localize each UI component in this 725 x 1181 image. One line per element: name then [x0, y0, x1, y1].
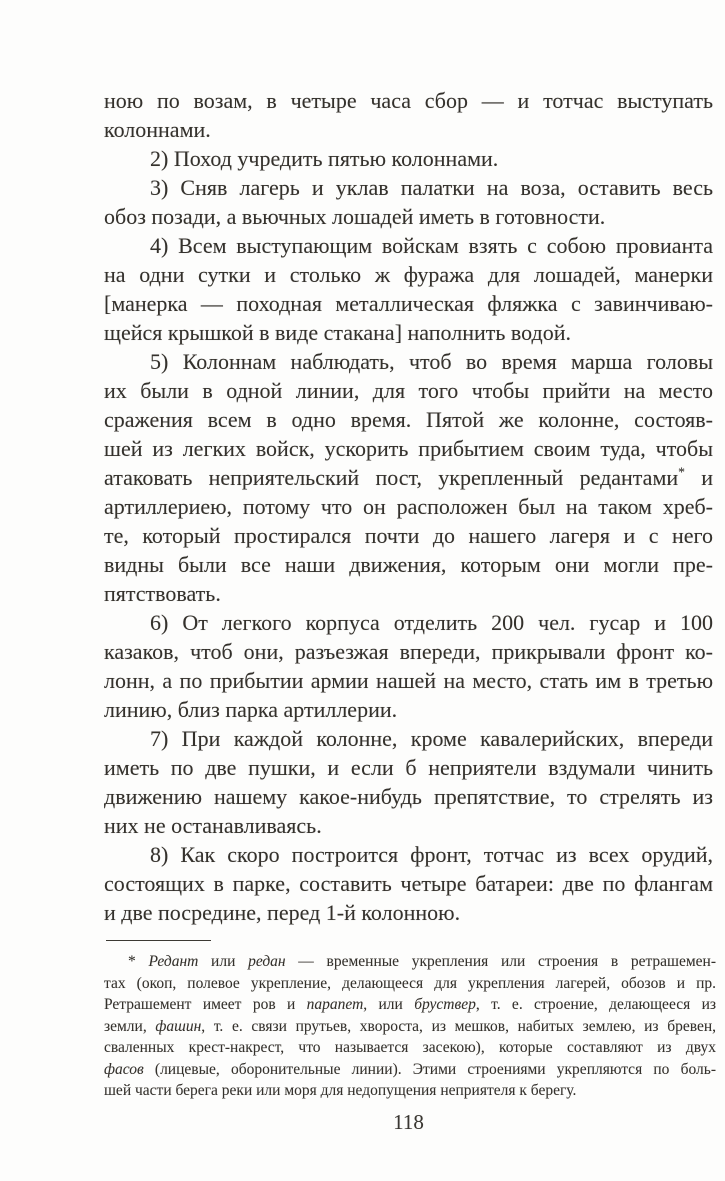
- text-line: и две посредине, перед 1-й колонною.: [104, 900, 461, 925]
- page-number: 118: [393, 1110, 424, 1134]
- paragraph: [104, 840, 713, 927]
- text-line: 4) Всем выступающим войскам взять с собою провианта: [150, 233, 713, 258]
- text-line: них не останавливаясь.: [104, 813, 322, 838]
- text-line: видны были все наши движения, которым они могли пре-: [104, 552, 713, 577]
- paragraph: [104, 173, 713, 231]
- text-line: казаков, чтоб они, разъезжая впереди, прикрывали фронт ко-: [104, 639, 713, 664]
- text-line: 2) Поход учредить пятью колоннами.: [150, 146, 499, 171]
- text-line: лонн, а по прибытии армии нашей на место, стать им в третью: [104, 668, 713, 693]
- footnote-separator: [106, 940, 211, 941]
- text-line: 7) При каждой колонне, кроме кавалерийских, впереди: [150, 726, 713, 751]
- text-line: иметь по две пушки, и если б неприятели вздумали чинить: [104, 755, 713, 780]
- text-line: 8) Как скоро построится фронт, тотчас из всех орудий,: [150, 842, 713, 867]
- text-line: колоннами.: [104, 117, 211, 142]
- text-line: на одни сутки и столько ж фуража для лошадей, манерки: [104, 262, 713, 287]
- text-line: линию, близ парка артиллерии.: [104, 697, 398, 722]
- text-line: состоящих в парке, составить четыре батареи: две по флангам: [104, 871, 713, 896]
- text-line: ною по возам, в четыре часа сбор — и тотчас выступать: [104, 88, 713, 113]
- footnote-line: шей части берега реки или моря для недопущения неприятеля к берегу.: [104, 1082, 577, 1099]
- text-line: [манерка — походная металлическая фляжка с завинчиваю-: [104, 291, 713, 316]
- main-text: [104, 86, 713, 927]
- footnote-line: земли, фашин, т. е. связи прутьев, хвороста, из мешков, набитых землею, из бревен,: [104, 1017, 716, 1035]
- text-line: 3) Сняв лагерь и уклав палатки на воза, оставить весь: [150, 175, 713, 200]
- paragraph: [104, 347, 713, 608]
- paragraph: [104, 231, 713, 347]
- text-line: щейся крышкой в виде стакана] наполнить водой.: [104, 320, 571, 345]
- text-line: те, который простирался почти до нашего лагеря и с него: [104, 523, 713, 548]
- text-line: 5) Колоннам наблюдать, чтоб во время марша головы: [150, 349, 713, 374]
- footnote-line: фасов (лицевые, оборонительные линии). Этими строениями укрепляются по боль-: [104, 1060, 716, 1078]
- paragraph: [104, 144, 713, 173]
- footnote-line: сваленных крест-накрест, что называется засекою), которые составляют из двух: [104, 1039, 716, 1056]
- text-line: движению нашему какое-нибудь препятствие, то стрелять из: [104, 784, 713, 809]
- text-line: шей из легких войск, ускорить прибытием своим туда, чтобы: [104, 436, 713, 461]
- text-line: артиллериею, потому что он расположен был на таком хреб-: [104, 494, 713, 519]
- footnote: [104, 951, 716, 1102]
- text-line: сражения всем в одно время. Пятой же колонне, состояв-: [104, 407, 713, 432]
- footnote-asterisk: *: [678, 464, 685, 480]
- footnote-line: тах (окоп, полевое укрепление, делающееся для укрепления лагерей, обозов и пр.: [104, 974, 716, 992]
- text-line: обоз позади, а вьючных лошадей иметь в готовности.: [104, 204, 606, 229]
- paragraph: [104, 86, 713, 144]
- paragraph: [104, 724, 713, 840]
- text-line: атаковать неприятельский пост, укрепленный редантами* и: [104, 464, 713, 490]
- text-line: 6) От легкого корпуса отделить 200 чел. гусар и 100: [150, 610, 713, 635]
- footnote-line: * Редант или редан — временные укрепления или строения в ретрашемен-: [128, 953, 716, 970]
- text-line: пятствовать.: [104, 581, 221, 606]
- paragraph: [104, 608, 713, 724]
- text-line: их были в одной линии, для того чтобы прийти на место: [104, 378, 713, 403]
- footnote-line: Ретрашемент имеет ров и парапет, или бруствер, т. е. строение, делающееся из: [104, 996, 716, 1013]
